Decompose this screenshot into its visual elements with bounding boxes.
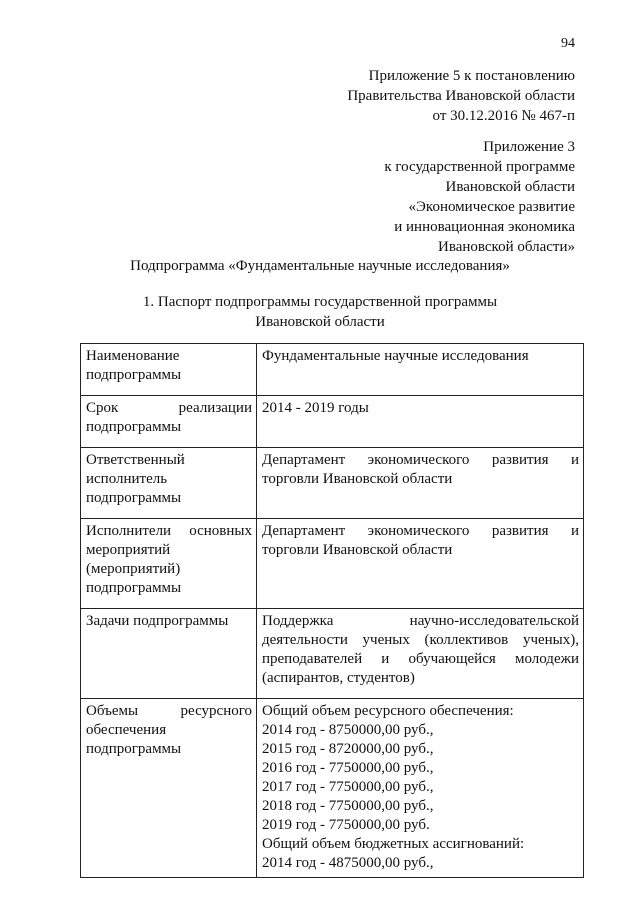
value-line: торговли Ивановской области	[262, 471, 453, 487]
label-line: подпрограммы	[86, 490, 182, 506]
label-line: Задачи подпрограммы	[86, 613, 229, 629]
subprogram-title: Подпрограмма «Фундаментальные научные исследования»	[130, 258, 510, 274]
label-line: Наименование	[86, 348, 180, 364]
row-label	[81, 609, 257, 699]
value-line: 2014 - 2019 годы	[262, 400, 369, 416]
value-line: 2019 год - 7750000,00 руб.	[262, 817, 430, 833]
label-line: Исполнители основных	[86, 523, 252, 539]
passport-title-line: 1. Паспорт подпрограммы государственной программы	[142, 294, 498, 310]
label-line: подпрограммы	[86, 741, 182, 757]
appendix-3-line: Приложение 3	[483, 139, 575, 155]
row-value	[257, 448, 584, 519]
value-line: Общий объем ресурсного обеспечения:	[262, 703, 514, 719]
label-line: обеспечения	[86, 722, 167, 738]
row-value	[257, 396, 584, 448]
table-row-name	[81, 344, 584, 396]
passport-title	[0, 292, 640, 332]
appendix-3-heading	[384, 137, 575, 257]
row-value	[257, 609, 584, 699]
value-line: Поддержка научно-исследовательской	[262, 613, 579, 629]
value-line: Департамент экономического развития и	[262, 523, 579, 539]
appendix-5-heading	[347, 66, 575, 126]
value-line: преподавателей и обучающейся молодежи	[262, 651, 579, 667]
appendix-3-line: Ивановской области»	[438, 239, 575, 255]
row-value	[257, 519, 584, 609]
label-line: Ответственный	[86, 452, 185, 468]
row-label	[81, 344, 257, 396]
appendix-3-line: и инновационная экономика	[394, 219, 575, 235]
row-label	[81, 519, 257, 609]
row-label	[81, 396, 257, 448]
value-line: 2017 год - 7750000,00 руб.,	[262, 779, 434, 795]
value-line: (аспирантов, студентов)	[262, 670, 415, 686]
label-line: Объемы ресурсного	[86, 703, 252, 719]
label-line: подпрограммы	[86, 419, 182, 435]
value-line: 2016 год - 7750000,00 руб.,	[262, 760, 434, 776]
appendix-5-line: Приложение 5 к постановлению	[368, 68, 575, 84]
table-row-resources	[81, 699, 584, 878]
value-line: 2014 год - 8750000,00 руб.,	[262, 722, 434, 738]
row-label	[81, 448, 257, 519]
appendix-5-line: Правительства Ивановской области	[347, 88, 575, 104]
row-value	[257, 699, 584, 878]
appendix-3-line: к государственной программе	[384, 159, 575, 175]
passport-title-line: Ивановской области	[255, 314, 385, 330]
label-line: мероприятий	[86, 542, 171, 558]
value-line: 2018 год - 7750000,00 руб.,	[262, 798, 434, 814]
value-line: 2015 год - 8720000,00 руб.,	[262, 741, 434, 757]
value-line: 2014 год - 4875000,00 руб.,	[262, 855, 434, 871]
row-label	[81, 699, 257, 878]
value-line: Фундаментальные научные исследования	[262, 348, 529, 364]
appendix-3-line: «Экономическое развитие	[408, 199, 575, 215]
label-line: подпрограммы	[86, 367, 182, 383]
appendix-5-line: от 30.12.2016 № 467-п	[432, 108, 575, 124]
label-line: подпрограммы	[86, 580, 182, 596]
table-row-term	[81, 396, 584, 448]
appendix-3-line: Ивановской области	[445, 179, 575, 195]
value-line: Департамент экономического развития и	[262, 452, 579, 468]
page-number: 94	[561, 36, 575, 51]
value-line: Общий объем бюджетных ассигнований:	[262, 836, 525, 852]
passport-table	[80, 343, 584, 878]
table-row-responsible	[81, 448, 584, 519]
table-row-executors	[81, 519, 584, 609]
table-row-tasks	[81, 609, 584, 699]
row-value	[257, 344, 584, 396]
label-line: исполнитель	[86, 471, 168, 487]
value-line: торговли Ивановской области	[262, 542, 453, 558]
label-line: (мероприятий)	[86, 561, 181, 577]
label-line: Срок реализации	[86, 400, 252, 416]
value-line: деятельности ученых (коллективов ученых),	[262, 632, 579, 648]
